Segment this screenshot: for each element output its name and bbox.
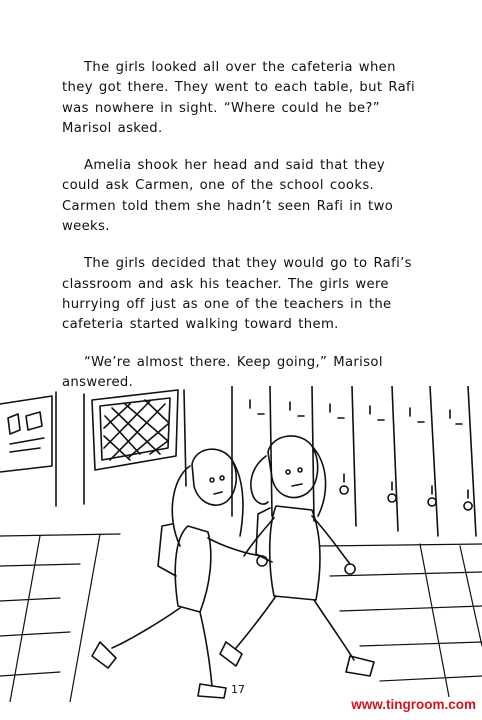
window	[92, 390, 178, 470]
girl-right	[220, 436, 374, 676]
paragraph-2: Amelia shook her head and said that they could ask Carmen, one of the school cooks. Carmen told them she hadn’t seen Rafi in two weeks.	[62, 158, 394, 235]
paragraph-3: The girls decided that they would go to Rafi’s classroom and ask his teacher. The girls were hurrying off just as one of the teachers in the cafeteria started walking toward them.	[62, 256, 412, 333]
watermark-link[interactable]: www.tingroom.com	[351, 697, 476, 712]
girl-left	[92, 449, 267, 698]
paragraph-4: “We’re almost there. Keep going,” Marisol answered.	[62, 354, 383, 390]
bulletin-board	[0, 396, 52, 472]
story-text	[62, 58, 422, 410]
girls-running-in-hallway-illustration	[0, 386, 482, 702]
paragraph-1: The girls looked all over the cafeteria when they got there. They went to each table, but Rafi was nowhere in sight. “Where could he be?” Marisol asked.	[62, 60, 416, 136]
floor	[0, 534, 482, 702]
page-number: 17	[231, 683, 245, 696]
